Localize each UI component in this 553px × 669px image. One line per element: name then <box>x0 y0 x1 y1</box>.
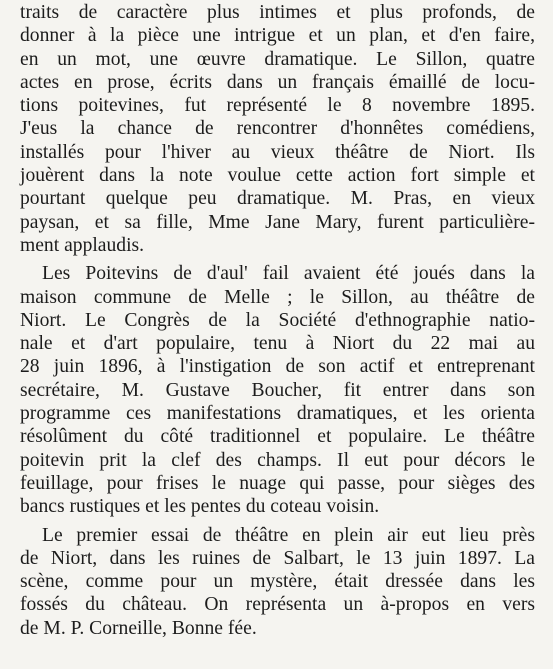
text-line: feuillage, pour frises le nuage qui passe, pour sièges des <box>20 472 535 494</box>
text-line: de M. P. Corneille, Bonne fée. <box>20 617 257 639</box>
text-line: résolûment du côté traditionnel et populaire. Le théâtre <box>20 426 535 448</box>
text-line: bancs rustiques et les pentes du coteau voisin. <box>20 496 380 518</box>
text-line: programme ces manifestations dramatiques, et les orienta <box>20 403 535 425</box>
text-line: donner à la pièce une intrigue et un plan, et d'en faire, <box>20 25 535 47</box>
text-line: actes en prose, écrits dans un français émaillé de locu- <box>20 71 535 93</box>
text-line: nale et d'art populaire, tenu à Niort du 22 mai au <box>20 333 535 355</box>
text-line: Le premier essai de théâtre en plein air eut lieu près <box>42 524 535 546</box>
text-line: paysan, et sa fille, Mme Jane Mary, furent particulière- <box>20 211 535 233</box>
text-line: secrétaire, M. Gustave Boucher, fit entrer dans son <box>20 379 535 401</box>
text-line: Les Poitevins de d'aul' fail avaient été joués dans la <box>42 263 535 285</box>
text-line: ment applaudis. <box>20 234 145 256</box>
paragraph-2 <box>20 262 535 518</box>
text-line: maison commune de Melle ; le Sillon, au théâtre de <box>20 286 535 308</box>
text-line: 28 juin 1896, à l'instigation de son actif et entreprenant <box>20 356 535 378</box>
paragraph-1 <box>20 1 535 257</box>
text-line: jouèrent dans la note voulue cette action fort simple et <box>20 165 535 187</box>
text-line: scène, comme pour un mystère, était dressée dans les <box>20 571 535 593</box>
text-line: pourtant quelque peu dramatique. M. Pras, en vieux <box>20 188 535 210</box>
text-line: fossés du château. On représenta un à-propos en vers <box>20 594 535 616</box>
text-line: Niort. Le Congrès de la Société d'ethnographie natio- <box>20 309 535 331</box>
text-line: tions poitevines, fut représenté le 8 novembre 1895. <box>20 95 535 117</box>
text-line: traits de caractère plus intimes et plus profonds, de <box>20 2 535 23</box>
text-line: J'eus la chance de rencontrer d'honnêtes comédiens, <box>20 118 535 140</box>
paragraph-3 <box>20 524 535 640</box>
text-line: de Niort, dans les ruines de Salbart, le 13 juin 1897. La <box>20 547 535 569</box>
text-line: poitevin prit la clef des champs. Il eut pour décors le <box>20 449 535 471</box>
text-line: en un mot, une œuvre dramatique. Le Sillon, quatre <box>20 48 535 70</box>
text-line: installés pour l'hiver au vieux théâtre de Niort. Ils <box>20 141 535 163</box>
